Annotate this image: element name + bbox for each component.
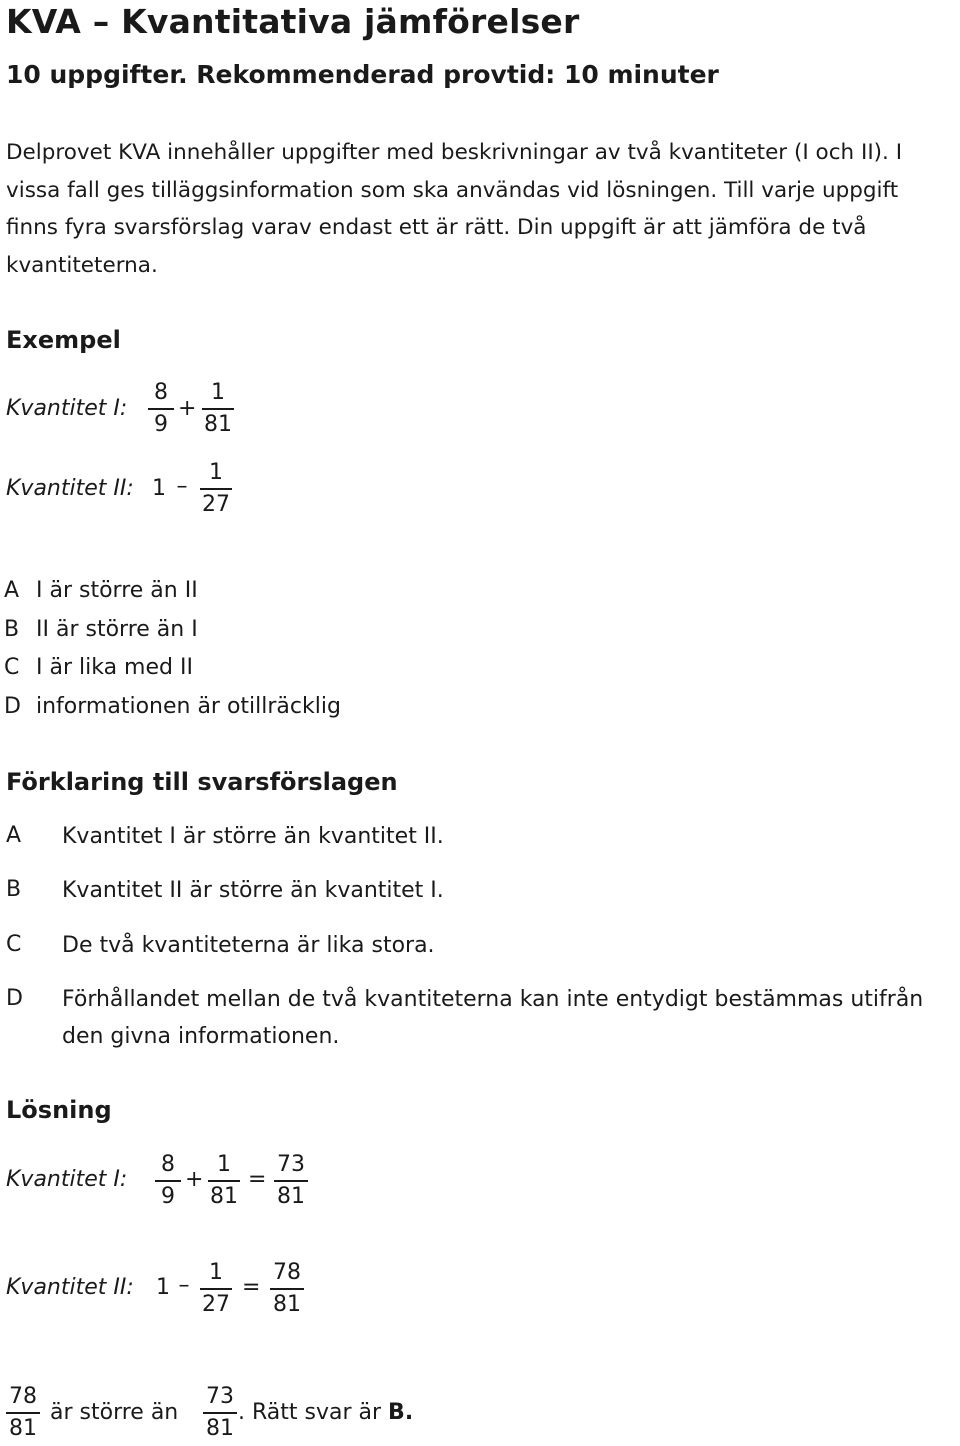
solution-q2-label: Kvantitet II: (6, 1275, 134, 1300)
option-text: informationen är otillräcklig (36, 694, 341, 719)
conclusion-middle-text: är större än (50, 1400, 179, 1425)
example-q2-whole: 1 (152, 476, 166, 501)
numerator: 1 (209, 460, 223, 485)
conclusion-fraction-b (203, 1382, 237, 1444)
option-letter: C (4, 655, 20, 680)
solution-heading: Lösning (6, 1096, 112, 1124)
example-q2-operator: – (176, 474, 188, 499)
numerator: 78 (9, 1384, 37, 1409)
solution-q1-label: Kvantitet I: (6, 1167, 128, 1192)
solution-q2-whole: 1 (156, 1275, 170, 1300)
explanation-text-b: Kvantitet II är större än kvantitet I. (62, 878, 444, 903)
solution-q1-fraction-2 (208, 1150, 240, 1212)
option-d (4, 694, 341, 719)
numerator: 73 (277, 1152, 305, 1177)
denominator: 81 (210, 1183, 238, 1209)
solution-q2-equals: = (242, 1275, 261, 1300)
option-letter: B (4, 617, 20, 642)
conclusion-tail (238, 1400, 413, 1425)
denominator: 9 (154, 411, 168, 437)
intro-paragraph: Delprovet KVA innehåller uppgifter med beskrivningar av två kvantiteter (I och II). I vissa fall ges tilläggsinformation som ska användas vid lösningen. Till varje uppgift finns fyra svarsförslag varav endast ett är rätt. Din uppgift är att jämföra de två kvantiteterna. (6, 140, 903, 278)
example-q1-fraction-2 (202, 378, 234, 440)
explanation-text-c: De två kvantiteterna är lika stora. (62, 933, 435, 958)
explanation-letter-b: B (6, 877, 22, 902)
example-heading: Exempel (6, 326, 121, 354)
denominator: 81 (204, 411, 232, 437)
example-q1-fraction-1 (148, 378, 174, 440)
explanation-letter-d: D (6, 986, 23, 1011)
numerator: 73 (206, 1384, 234, 1409)
conclusion-tail-text: . Rätt svar är (238, 1400, 382, 1425)
denominator: 9 (161, 1183, 175, 1209)
solution-q1-operator: + (185, 1167, 204, 1192)
page-title: KVA – Kvantitativa jämförelser (6, 2, 580, 41)
numerator: 78 (273, 1260, 301, 1285)
solution-q2-operator: – (178, 1273, 190, 1298)
numerator: 1 (211, 380, 225, 405)
explanation-letter-c: C (6, 932, 22, 957)
example-q1-label: Kvantitet I: (6, 396, 128, 421)
option-letter: D (4, 694, 21, 719)
numerator: 1 (209, 1260, 223, 1285)
numerator: 8 (161, 1152, 175, 1177)
denominator: 27 (202, 491, 230, 517)
solution-q2-fraction (200, 1258, 232, 1320)
solution-q2-result (270, 1258, 304, 1320)
option-text: I är större än II (36, 578, 198, 603)
solution-q1-equals: = (248, 1167, 267, 1192)
option-a (4, 578, 198, 603)
option-text: I är lika med II (36, 655, 193, 680)
explanation-text-d: Förhållandet mellan de två kvantiteterna kan inte entydigt bestämmas utifrån den givna informationen. (62, 987, 924, 1049)
conclusion-fraction-a (6, 1382, 40, 1444)
solution-q1-fraction-1 (155, 1150, 181, 1212)
denominator: 27 (202, 1291, 230, 1317)
option-letter: A (4, 578, 20, 603)
numerator: 1 (217, 1152, 231, 1177)
denominator: 81 (206, 1415, 234, 1441)
option-c (4, 655, 193, 680)
solution-q1-result (274, 1150, 308, 1212)
conclusion-answer: B. (388, 1400, 414, 1425)
example-q1-operator: + (178, 396, 197, 421)
explanation-text-a: Kvantitet I är större än kvantitet II. (62, 824, 444, 849)
explanation-letter-a: A (6, 823, 22, 848)
option-b (4, 617, 198, 642)
denominator: 81 (273, 1291, 301, 1317)
explanation-heading: Förklaring till svarsförslagen (6, 768, 398, 796)
page-subtitle: 10 uppgifter. Rekommenderad provtid: 10 minuter (6, 60, 719, 89)
example-q2-fraction (200, 458, 232, 520)
numerator: 8 (154, 380, 168, 405)
example-q2-label: Kvantitet II: (6, 476, 134, 501)
denominator: 81 (9, 1415, 37, 1441)
denominator: 81 (277, 1183, 305, 1209)
option-text: II är större än I (36, 617, 198, 642)
